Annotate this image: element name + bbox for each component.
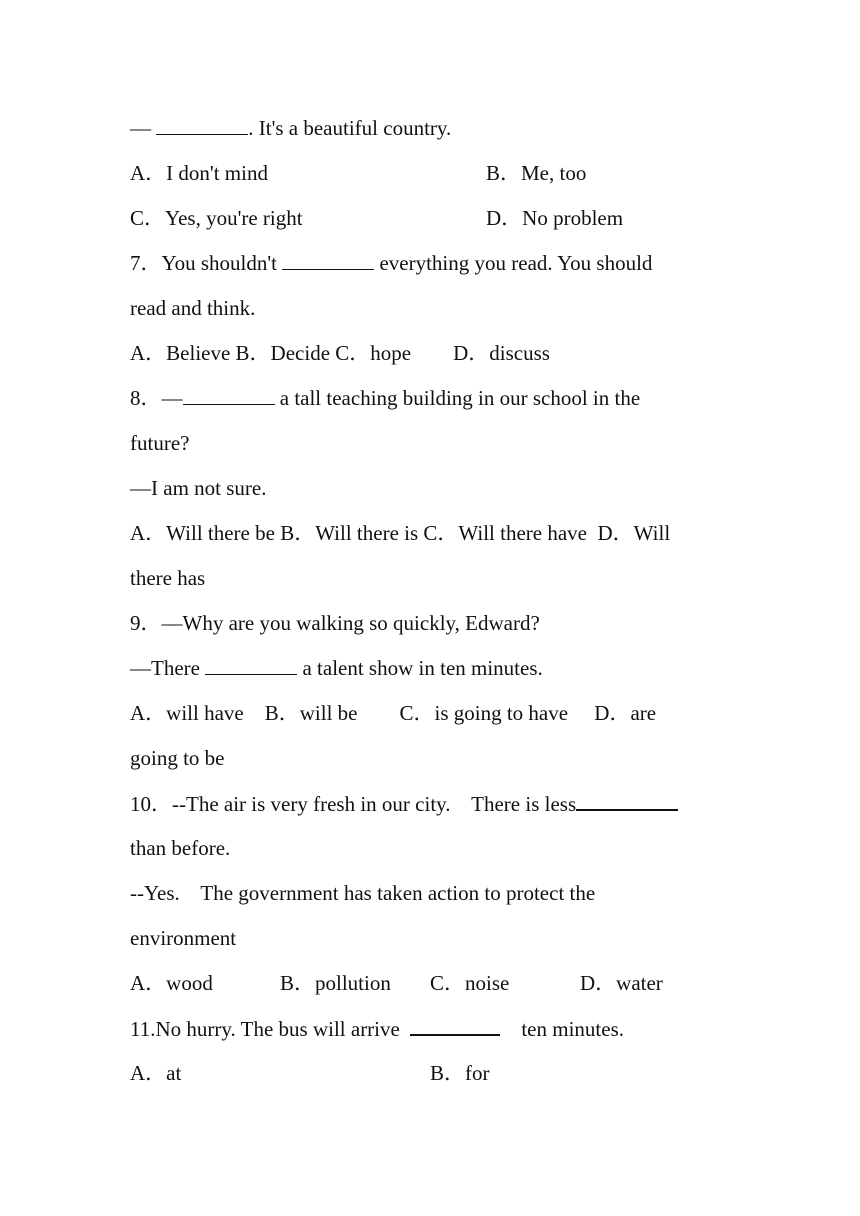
q7-question-cont: read and think. <box>130 296 256 320</box>
answer-blank[interactable] <box>282 249 374 270</box>
q8-question <box>130 384 640 412</box>
q10-answer: --Yes. The government has taken action to protect the <box>130 881 596 905</box>
q9-question: 9．—Why are you walking so quickly, Edward? <box>130 611 540 635</box>
text: 10．--The air is very fresh in our city. There is less <box>130 792 577 816</box>
answer-blank[interactable] <box>410 1014 500 1036</box>
q11-question <box>130 1014 624 1043</box>
answer-blank[interactable] <box>156 114 248 135</box>
text: —There <box>130 656 206 680</box>
q8-options[interactable]: A．Will there be B．Will there is C．Will there have D．Will <box>130 521 671 545</box>
dash: — <box>130 116 157 140</box>
q6-dialogue-line <box>130 114 451 142</box>
q8-options-cont[interactable]: there has <box>130 566 206 590</box>
text: a talent show in ten minutes. <box>297 656 543 680</box>
answer-blank[interactable] <box>183 384 275 405</box>
q6-option-b[interactable]: B．Me, too <box>486 161 587 185</box>
text: 11.No hurry. The bus will arrive <box>130 1017 411 1041</box>
q11-option-a[interactable]: A．at <box>130 1061 182 1085</box>
text: 7．You shouldn't <box>130 251 283 275</box>
text: everything you read. You should <box>374 251 653 275</box>
q11-option-b[interactable]: B．for <box>430 1061 490 1085</box>
q10-answer-cont: environment <box>130 926 237 950</box>
q8-question-cont: future? <box>130 431 190 455</box>
text: 8．— <box>130 386 183 410</box>
q10-option-b[interactable]: B．pollution <box>280 971 391 995</box>
q6-option-a[interactable]: A．I don't mind <box>130 161 268 185</box>
q6-option-c[interactable]: C．Yes, you're right <box>130 206 303 230</box>
q10-option-a[interactable]: A．wood <box>130 971 213 995</box>
text: a tall teaching building in our school in the <box>274 386 641 410</box>
q9-answer <box>130 654 543 682</box>
q6-option-d[interactable]: D．No problem <box>486 206 624 230</box>
q8-answer: —I am not sure. <box>130 476 267 500</box>
q7-question <box>130 249 652 277</box>
text: . It's a beautiful country. <box>248 116 452 140</box>
q10-option-d[interactable]: D．water <box>580 971 663 995</box>
q10-option-c[interactable]: C．noise <box>430 971 510 995</box>
answer-blank[interactable] <box>205 654 297 675</box>
q9-options[interactable]: A．will have B．will be C．is going to have D．are <box>130 701 657 725</box>
q10-question-cont: than before. <box>130 836 231 860</box>
answer-blank[interactable] <box>576 789 678 811</box>
q9-options-cont[interactable]: going to be <box>130 746 225 770</box>
q10-question <box>130 789 678 818</box>
q7-options[interactable]: A．Believe B．Decide C．hope D．discuss <box>130 341 550 365</box>
text: ten minutes. <box>500 1017 624 1041</box>
